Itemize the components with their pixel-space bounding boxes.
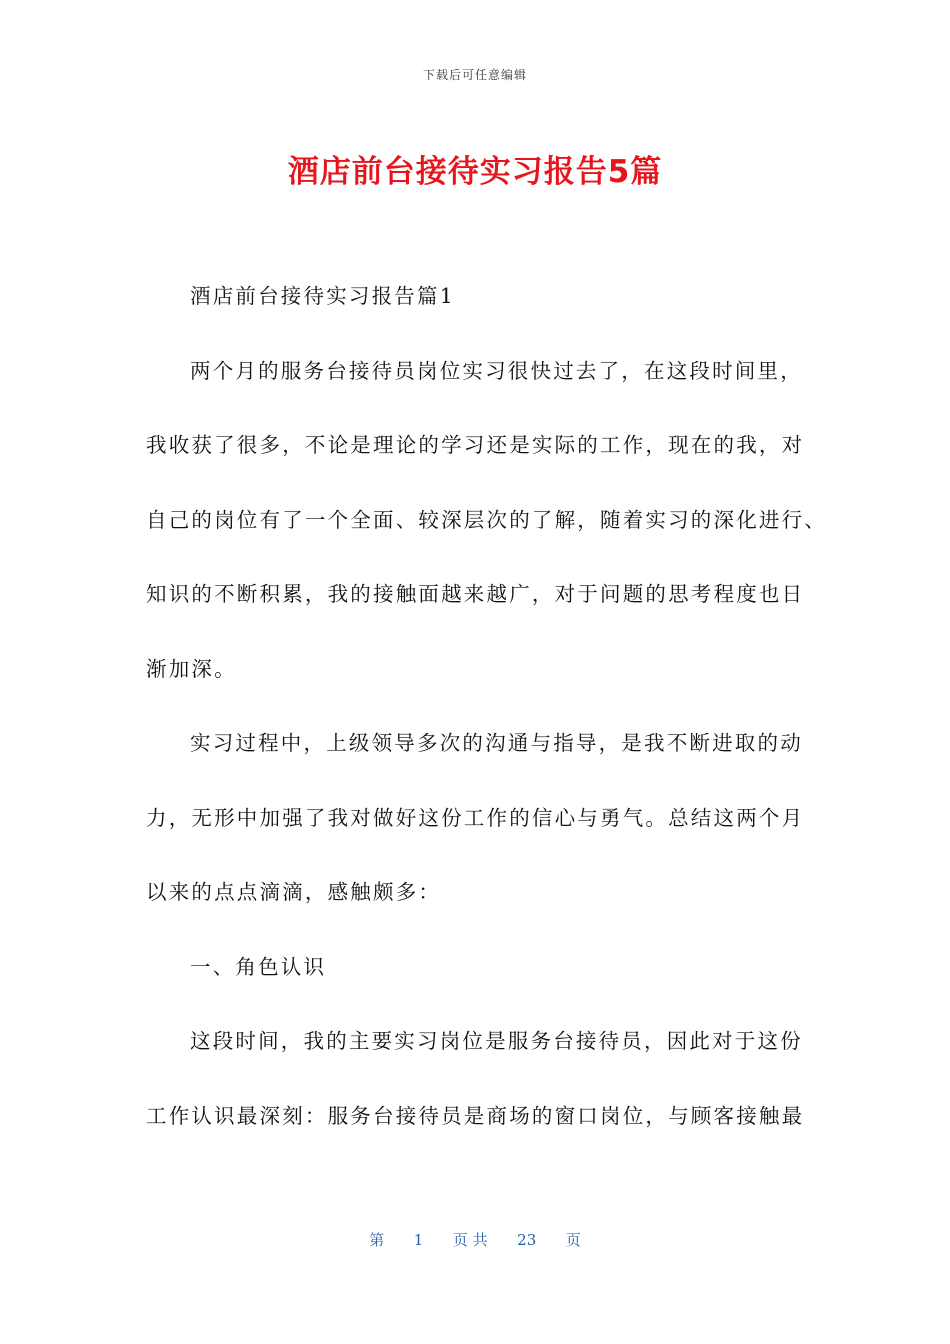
- current-page-number: 1: [413, 1231, 424, 1249]
- document-body: [146, 276, 827, 1170]
- document-title: 酒店前台接待实习报告5篇: [287, 154, 663, 190]
- paragraph-line: 两个月的服务台接待员岗位实习很快过去了，在这段时间里，: [190, 358, 803, 383]
- section-heading: 酒店前台接待实习报告篇1: [190, 284, 455, 308]
- total-pages-number: 23: [517, 1231, 537, 1249]
- footer-middle: 页 共: [452, 1231, 488, 1249]
- paragraph-line: 力，无形中加强了我对做好这份工作的信心与勇气。总结这两个月: [146, 805, 805, 830]
- paragraph-line: 这段时间，我的主要实习岗位是服务台接待员，因此对于这份: [190, 1029, 803, 1053]
- page-footer: [0, 1229, 950, 1250]
- footer-prefix: 第: [369, 1231, 385, 1249]
- paragraph-line: 我收获了很多，不论是理论的学习还是实际的工作，现在的我，对: [146, 433, 805, 457]
- paragraph-line: 实习过程中，上级领导多次的沟通与指导，是我不断进取的动: [190, 731, 803, 755]
- paragraph-line: 工作认识最深刻：服务台接待员是商场的窗口岗位，与顾客接触最: [146, 1103, 805, 1128]
- footer-suffix: 页: [565, 1231, 581, 1249]
- paragraph-line: 自己的岗位有了一个全面、较深层次的了解，随着实习的深化进行、: [146, 507, 827, 532]
- paragraph-line: 渐加深。: [146, 656, 237, 681]
- header-note: 下载后可任意编辑: [422, 68, 527, 82]
- paragraph-line: 以来的点点滴滴，感触颇多：: [146, 880, 442, 904]
- subsection-heading: 一、角色认识: [190, 954, 327, 979]
- paragraph-line: 知识的不断积累，我的接触面越来越广，对于问题的思考程度也日: [146, 582, 805, 606]
